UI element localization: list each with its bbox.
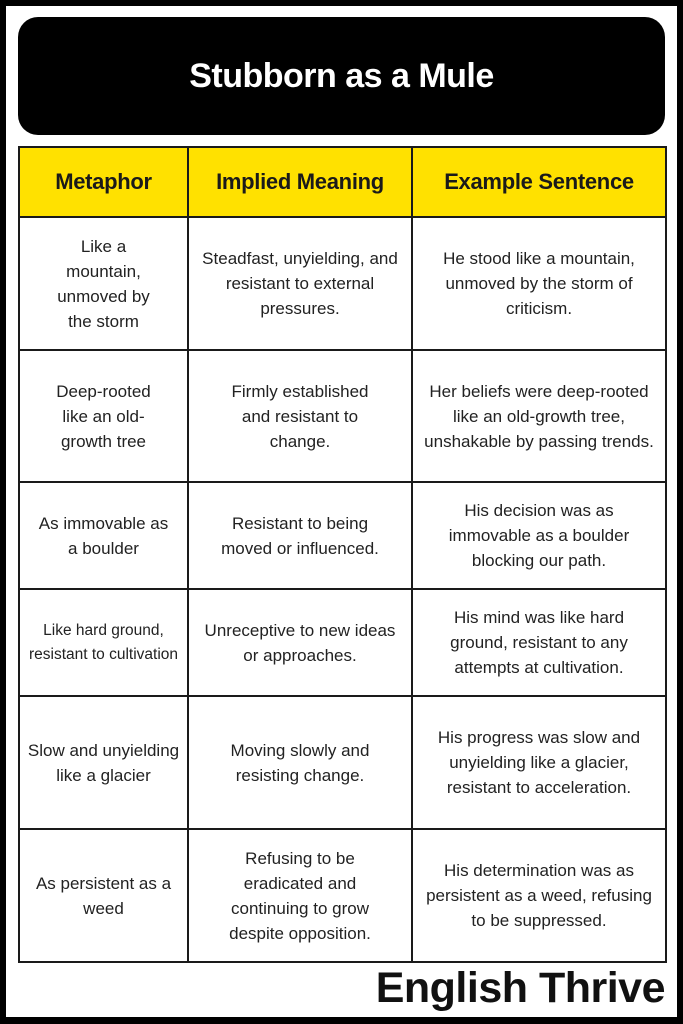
table-row (19, 350, 666, 482)
table-row (19, 696, 666, 829)
meaning-cell: Unreceptive to new ideas or approaches. (188, 589, 412, 696)
table-row (19, 589, 666, 696)
header-metaphor: Metaphor (19, 147, 188, 217)
table-header-row (19, 147, 666, 217)
meaning-cell: Steadfast, unyielding, and resistant to external pressures. (188, 217, 412, 350)
example-cell: His progress was slow and unyielding like a glacier, resistant to acceleration. (412, 696, 666, 829)
meaning-cell: Resistant to being moved or influenced. (188, 482, 412, 589)
brand-footer: English Thrive (375, 964, 665, 1012)
table-row (19, 217, 666, 350)
header-example-sentence: Example Sentence (412, 147, 666, 217)
example-cell: Her beliefs were deep-rooted like an old-growth tree, unshakable by passing trends. (412, 350, 666, 482)
meaning-cell: Moving slowly and resisting change. (188, 696, 412, 829)
example-cell: He stood like a mountain, unmoved by the storm of criticism. (412, 217, 666, 350)
header-implied-meaning: Implied Meaning (188, 147, 412, 217)
meaning-cell: Firmly established and resistant to change. (188, 350, 412, 482)
example-cell: His mind was like hard ground, resistant to any attempts at cultivation. (412, 589, 666, 696)
metaphor-table (18, 146, 667, 963)
metaphor-cell: As immovable as a boulder (19, 482, 188, 589)
title-banner (18, 17, 665, 135)
page-title: Stubborn as a Mule (189, 56, 494, 95)
metaphor-cell: Deep-rooted like an old-growth tree (19, 350, 188, 482)
metaphor-cell: As persistent as a weed (19, 829, 188, 962)
metaphor-cell: Like a mountain, unmoved by the storm (19, 217, 188, 350)
meaning-cell: Refusing to be eradicated and continuing to grow despite opposition. (188, 829, 412, 962)
example-cell: His decision was as immovable as a boulder blocking our path. (412, 482, 666, 589)
example-cell: His determination was as persistent as a weed, refusing to be suppressed. (412, 829, 666, 962)
table-row (19, 829, 666, 962)
metaphor-cell: Like hard ground, resistant to cultivation (19, 589, 188, 696)
metaphor-cell: Slow and unyielding like a glacier (19, 696, 188, 829)
table-row (19, 482, 666, 589)
